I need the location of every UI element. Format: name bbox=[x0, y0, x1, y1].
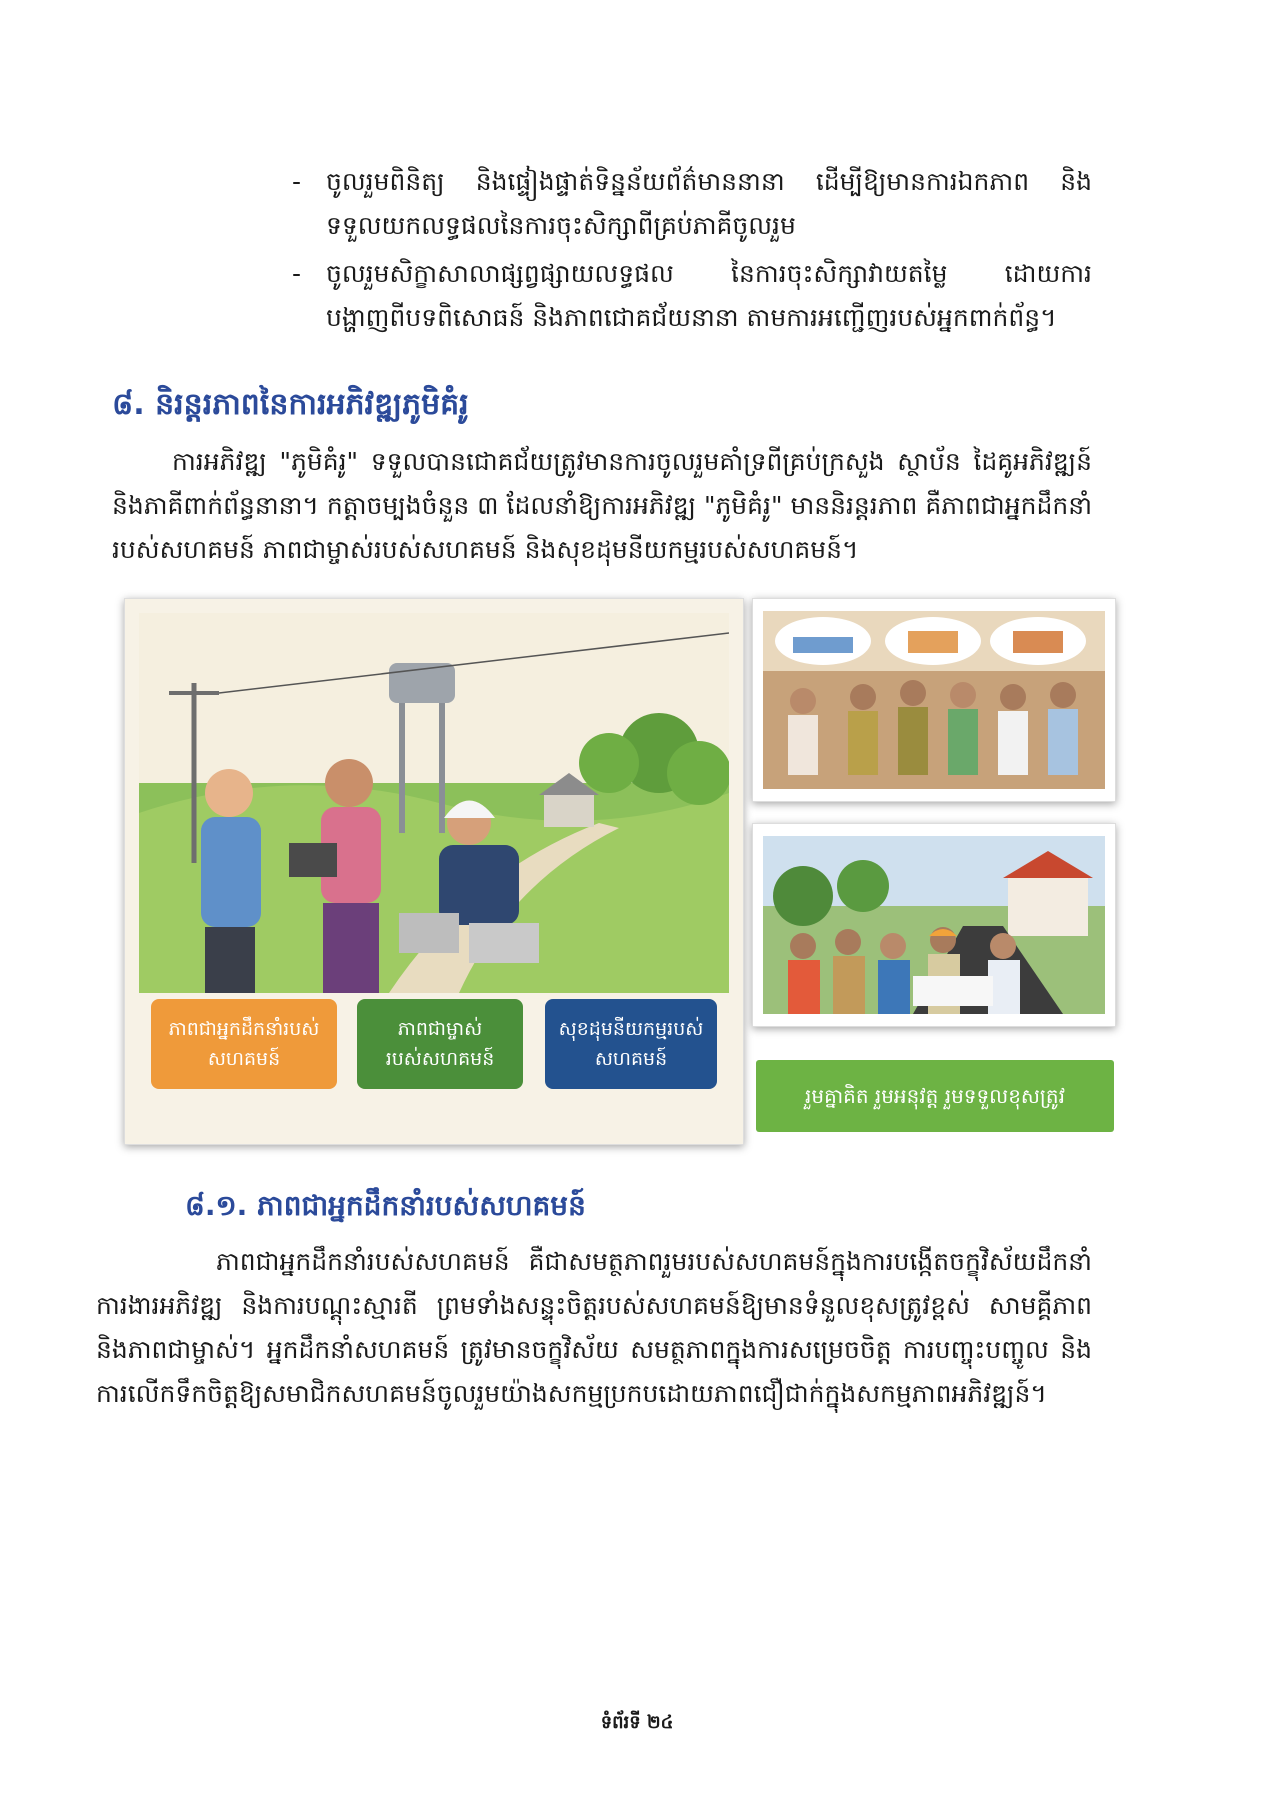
label-line: ភាពជាអ្នកដឹកនាំរបស់ bbox=[168, 1018, 320, 1040]
label-line: របស់សហគមន៍ bbox=[385, 1048, 495, 1070]
section-paragraph: ការអភិវឌ្ឍ "ភូមិគំរូ" ទទួលបានជោគជ័យត្រូវមានការចូលរួមគាំទ្រពីគ្រប់ក្រសួង ស្ថាប័ន ដៃគូអភិវឌ្ឍន៍ និងភាគីពាក់ព័ន្ធនានា។ កត្តាចម្បងចំនួន ៣ ដែលនាំឱ្យការអភិវឌ្ឍ "ភូមិគំរូ" មាននិរន្តរភាព គឺភាពជាអ្នកដឹកនាំរបស់សហគមន៍ ភាពជាម្ចាស់របស់សហគមន៍ និងសុខដុមនីយកម្មរបស់សហគមន៍។ bbox=[112, 447, 1092, 564]
bullet-marker: - bbox=[292, 259, 302, 288]
infographic-figure bbox=[124, 598, 1114, 1143]
bullet-item bbox=[292, 252, 1092, 340]
site-visit-photo-illustration bbox=[763, 836, 1105, 1014]
community-illustration bbox=[139, 613, 729, 993]
label-sustainability bbox=[545, 999, 717, 1089]
subsection-heading: ៨.១. ភាពជាអ្នកដឹកនាំរបស់សហគមន៍ bbox=[185, 1189, 586, 1222]
bullet-marker: - bbox=[292, 167, 302, 196]
photo-site-visit bbox=[752, 823, 1116, 1027]
bullet-text: ចូលរួមពិនិត្យ និងផ្ទៀងផ្ទាត់ទិន្នន័យព័ត៌មាននានា ដើម្បីឱ្យមានការឯកភាព និងទទួលយកលទ្ធផលនៃការចុះសិក្សាពីគ្រប់ភាគីចូលរួម bbox=[326, 167, 1092, 240]
label-line: សុខដុមនីយកម្មរបស់ bbox=[558, 1018, 704, 1040]
figure-caption: រួមគ្នាគិត រួមអនុវត្ត រួមទទួលខុសត្រូវ bbox=[756, 1060, 1114, 1132]
label-ownership bbox=[357, 999, 523, 1089]
bullet-item bbox=[292, 160, 1092, 248]
illustration-panel bbox=[124, 598, 744, 1145]
bullet-text: ចូលរួមសិក្ខាសាលាផ្សព្វផ្សាយលទ្ធផល នៃការចុះសិក្សាវាយតម្លៃ ដោយការបង្ហាញពីបទពិសោធន៍ និងភាពជោគជ័យនានា តាមការអញ្ជើញរបស់អ្នកពាក់ព័ន្ធ។ bbox=[326, 259, 1092, 332]
label-line: សហគមន៍ bbox=[594, 1048, 668, 1070]
subsection-paragraph: ភាពជាអ្នកដឹកនាំរបស់សហគមន៍ គឺជាសមត្ថភាពរួមរបស់សហគមន៍ក្នុងការបង្កើតចក្ខុវិស័យដឹកនាំការងារអភិវឌ្ឍ និងការបណ្តុះស្មារតី ព្រមទាំងសន្ទុះចិត្តរបស់សហគមន៍ឱ្យមានទំនួលខុសត្រូវខ្ពស់ សាមគ្គីភាព និងភាពជាម្ចាស់។ អ្នកដឹកនាំសហគមន៍ ត្រូវមានចក្ខុវិស័យ សមត្ថភាពក្នុងការសម្រេចចិត្ត ការបញ្ចុះបញ្ចូល និងការលើកទឹកចិត្តឱ្យសមាជិកសហគមន៍ចូលរួមយ៉ាងសកម្មប្រកបដោយភាពជឿជាក់ក្នុងសកម្មភាពអភិវឌ្ឍន៍។ bbox=[96, 1247, 1092, 1408]
label-leadership bbox=[151, 999, 337, 1089]
meeting-photo-illustration bbox=[763, 611, 1105, 789]
label-line: ភាពជាម្ចាស់ bbox=[397, 1018, 483, 1040]
bullet-list bbox=[292, 160, 1092, 344]
section-heading: ៨. និរន្តរភាពនៃការអភិវឌ្ឍភូមិគំរូ bbox=[112, 387, 469, 422]
page-number: ទំព័រទី ២៤ bbox=[600, 1712, 674, 1733]
photo-community-meeting bbox=[752, 598, 1116, 802]
label-line: សហគមន៍ bbox=[207, 1048, 281, 1070]
